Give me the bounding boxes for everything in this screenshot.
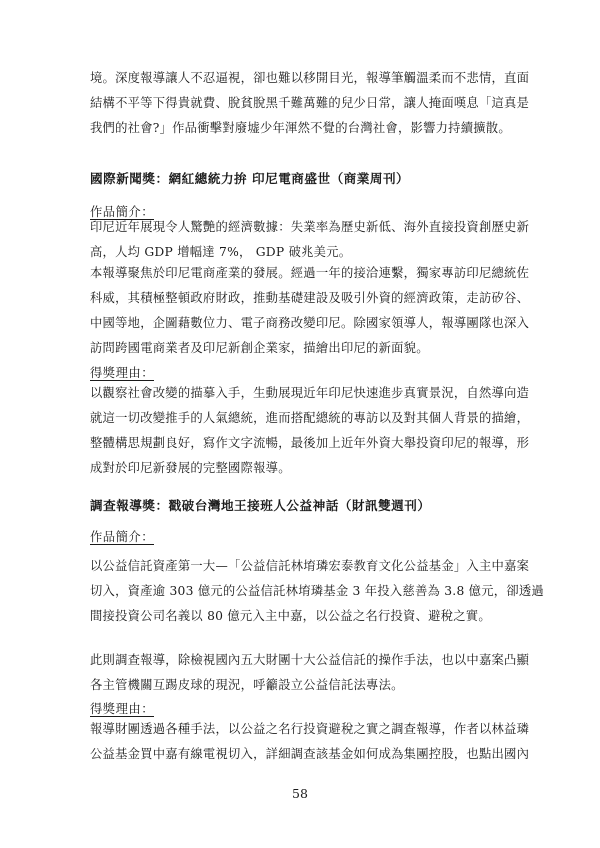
page-number: 58: [292, 786, 308, 801]
text-line: 我們的社會?」作品衝擊對廢墟少年渾然不覺的台灣社會，影響力持續擴散。: [90, 121, 511, 135]
section-heading-investigative: 調查報導獎：戳破台灣地王接班人公益神話（財訊雙週刊）: [90, 498, 431, 513]
paragraph-report-focus: [90, 261, 530, 361]
text-line: 就這一切改變推手的人氣總統，進而搭配總統的專訪以及對其個人背景的描繪，: [90, 411, 530, 425]
text-line: 整體構思規劃良好，寫作文字流暢，最後加上近年外資大舉投資印尼的報導，形: [90, 436, 530, 450]
text-line: 此則調查報導，除檢視國內五大財團十大公益信託的操作手法，也以中嘉案凸顯: [90, 653, 530, 667]
paragraph-award-reason: [90, 717, 530, 767]
text-line: 公益基金買中嘉有線電視切入，詳細調查該基金如何成為集團控股，也點出國內: [90, 747, 530, 761]
text-line: 間接投資公司名義以 80 億元入主中嘉，以公益之名行投資、避稅之實。: [90, 609, 491, 623]
text-line: 本報導聚焦於印尼電商產業的發展。經過一年的接洽連繫，獨家專訪印尼總統佐: [90, 266, 530, 280]
paragraph-continuation: [90, 66, 530, 141]
text-line: 中國等地，企圖藉數位力、電子商務改變印尼。除國家領導人，報導團隊也深入: [90, 316, 530, 330]
text-line: 以公益信託資產第一大—「公益信託林堉璘宏泰教育文化公益基金」入主中嘉案: [90, 559, 530, 573]
text-line: 印尼近年展現令人驚艷的經濟數據：失業率為歷史新低、海外直接投資創歷史新: [90, 220, 530, 234]
paragraph-intro-stats: [90, 215, 530, 265]
paragraph-investigation-summary: [90, 648, 530, 698]
section-heading-international-news: 國際新聞獎：網紅總統力拚 印尼電商盛世（商業周刊）: [90, 171, 410, 186]
label-award-reason: 得獎理由：: [90, 702, 154, 716]
label-work-intro: 作品簡介：: [90, 530, 154, 544]
text-line: 高，人均 GDP 增幅達 7%， GDP 破兆美元。: [90, 245, 352, 259]
label-work-intro: 作品簡介：: [90, 205, 154, 219]
text-line: 結構不平等下得貴就費、脫貧脫黑千難萬難的兒少日常，讓人掩面嘆息「這真是: [90, 96, 530, 110]
text-line: 以觀察社會改變的描摹入手，生動展現近年印尼快速進步真實景況，自然導向造: [90, 386, 530, 400]
text-line: 訪問跨國電商業者及印尼新創企業家，描繪出印尼的新面貌。: [90, 341, 429, 355]
text-line: 成對於印尼新發展的完整國際報導。: [90, 461, 291, 475]
text-line: 各主管機關互踢皮球的現況，呼籲設立公益信託法專法。: [90, 678, 404, 692]
text-line: 報導財團透過各種手法，以公益之名行投資避稅之實之調查報導，作者以林益璘: [90, 722, 530, 736]
text-line: 境。深度報導讓人不忍逼視，卻也難以移開目光，報導筆觸溫柔而不悲情，直面: [90, 71, 530, 85]
text-line: 切入，資產逾 303 億元的公益信託林堉璘基金 3 年投入慈善為 3.8 億元，卻透過: [90, 584, 544, 598]
text-line: 科威，其積極整頓政府財政，推動基礎建設及吸引外資的經濟政策，走訪矽谷、: [90, 291, 530, 305]
paragraph-trust-fund: [90, 554, 544, 629]
label-award-reason: 得獎理由：: [90, 366, 154, 380]
paragraph-award-reason: [90, 381, 530, 481]
